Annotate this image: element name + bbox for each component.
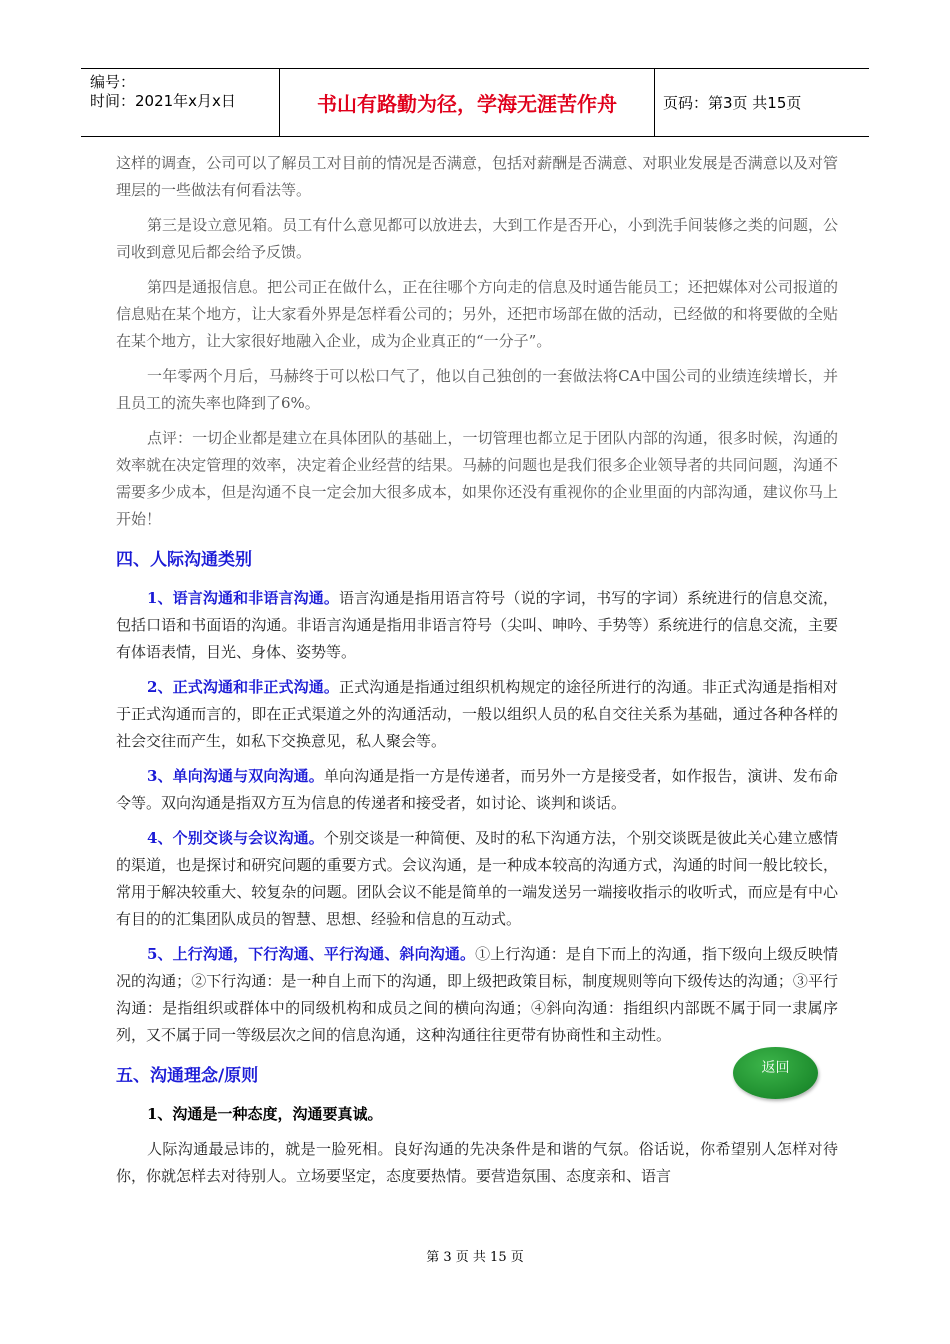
number-label: 编号：	[90, 73, 136, 91]
category-item	[116, 674, 838, 755]
category-head: 4、个别交谈与会议沟通。	[147, 829, 324, 847]
header-motto: 书山有路勤为径，学海无涯苦作舟	[280, 69, 655, 136]
paragraph: 第四是通报信息。把公司正在做什么，正在往哪个方向走的信息及时通告能员工；还把媒体对公司报道的信息贴在某个地方，让大家看外界是怎样看公司的；另外，还把市场部在做的活动，已经做的和将要做的全贴在某个地方，让大家很好地融入企业，成为企业真正的“一分子”。	[116, 278, 838, 350]
category-text: 个别交谈是一种简便、及时的私下沟通方法，个别交谈既是彼此关心建立感情的渠道，也是探讨和研究问题的重要方式。会议沟通，是一种成本较高的沟通方式，沟通的时间一般比较长，常用于解决较重大、较复杂的问题。团队会议不能是简单的一端发送另一端接收指示的收听式，而应是有中心有目的的汇集团队成员的智慧、思想、经验和信息的互动式。	[116, 829, 838, 928]
page-footer: 第 3 页 共 15 页	[426, 1250, 524, 1265]
category-item	[116, 585, 838, 666]
paragraph: 人际沟通最忌讳的，就是一脸死相。良好沟通的先决条件是和谐的气氛。俗话说，你希望别人怎样对待你，你就怎样去对待别人。立场要坚定，态度要热情。要营造氛围、态度亲和、语言	[116, 1140, 838, 1185]
header-meta	[81, 69, 280, 136]
category-item	[116, 825, 838, 933]
paragraph: 点评：一切企业都是建立在具体团队的基础上，一切管理也都立足于团队内部的沟通，很多时候，沟通的效率就在决定管理的效率，决定着企业经营的结果。马赫的问题也是我们很多企业领导者的共同问题，沟通不需要多少成本，但是沟通不良一定会加大很多成本，如果你还没有重视你的企业里面的内部沟通，建议你马上开始！	[116, 429, 838, 528]
category-item	[116, 941, 838, 1049]
category-head: 5、上行沟通，下行沟通、平行沟通、斜向沟通。	[147, 945, 476, 963]
category-head: 3、单向沟通与双向沟通。	[147, 767, 324, 785]
category-text: 正式沟通是指通过组织机构规定的途径所进行的沟通。非正式沟通是指相对于正式沟通而言的，即在正式渠道之外的沟通活动，一般以组织人员的私自交往关系为基础，通过各种各样的社会交往而产生，如私下交换意见，私人聚会等。	[116, 678, 838, 750]
category-text: 单向沟通是指一方是传递者，而另外一方是接受者，如作报告，演讲、发布命令等。双向沟通是指双方互为信息的传递者和接受者，如讨论、谈判和谈话。	[116, 767, 838, 812]
section-heading: 五、沟通理念/原则	[116, 1066, 259, 1086]
category-text: 语言沟通是指用语言符号（说的字词，书写的字词）系统进行的信息交流，包括口语和书面语的沟通。非语言沟通是指用非语言符号（尖叫、呻吟、手势等）系统进行的信息交流，主要有体语表情，目光、身体、姿势等。	[116, 589, 838, 661]
page-header	[81, 68, 869, 137]
category-item	[116, 763, 838, 817]
category-head: 1、语言沟通和非语言沟通。	[147, 589, 340, 607]
header-page-info: 页码：第3页 共15页	[663, 94, 802, 112]
paragraph: 第三是设立意见箱。员工有什么意见都可以放进去，大到工作是否开心，小到洗手间装修之类的问题，公司收到意见后都会给予反馈。	[116, 216, 838, 261]
category-text: ①上行沟通：是自下而上的沟通，指下级向上级反映情况的沟通；②下行沟通：是一种自上而下的沟通，即上级把政策目标，制度规则等向下级传达的沟通；③平行沟通：是指组织或群体中的同级机构和成员之间的横向沟通；④斜向沟通：指组织内部既不属于同一隶属序列，又不属于同一等级层次之间的信息沟通，这种沟通往往更带有协商性和主动性。	[116, 945, 838, 1044]
date-label: 时间：2021年x月x日	[90, 92, 236, 110]
back-button[interactable]: 返回	[733, 1047, 818, 1099]
paragraph: 一年零两个月后，马赫终于可以松口气了，他以自己独创的一套做法将CA中国公司的业绩连续增长，并且员工的流失率也降到了6%。	[116, 367, 838, 412]
section-heading: 四、人际沟通类别	[116, 550, 252, 570]
document-body	[116, 150, 838, 1198]
category-head: 2、正式沟通和非正式沟通。	[147, 678, 340, 696]
principle-heading: 1、沟通是一种态度，沟通要真诚。	[147, 1105, 383, 1123]
paragraph: 这样的调查，公司可以了解员工对目前的情况是否满意，包括对薪酬是否满意、对职业发展是否满意以及对管理层的一些做法有何看法等。	[116, 154, 838, 199]
